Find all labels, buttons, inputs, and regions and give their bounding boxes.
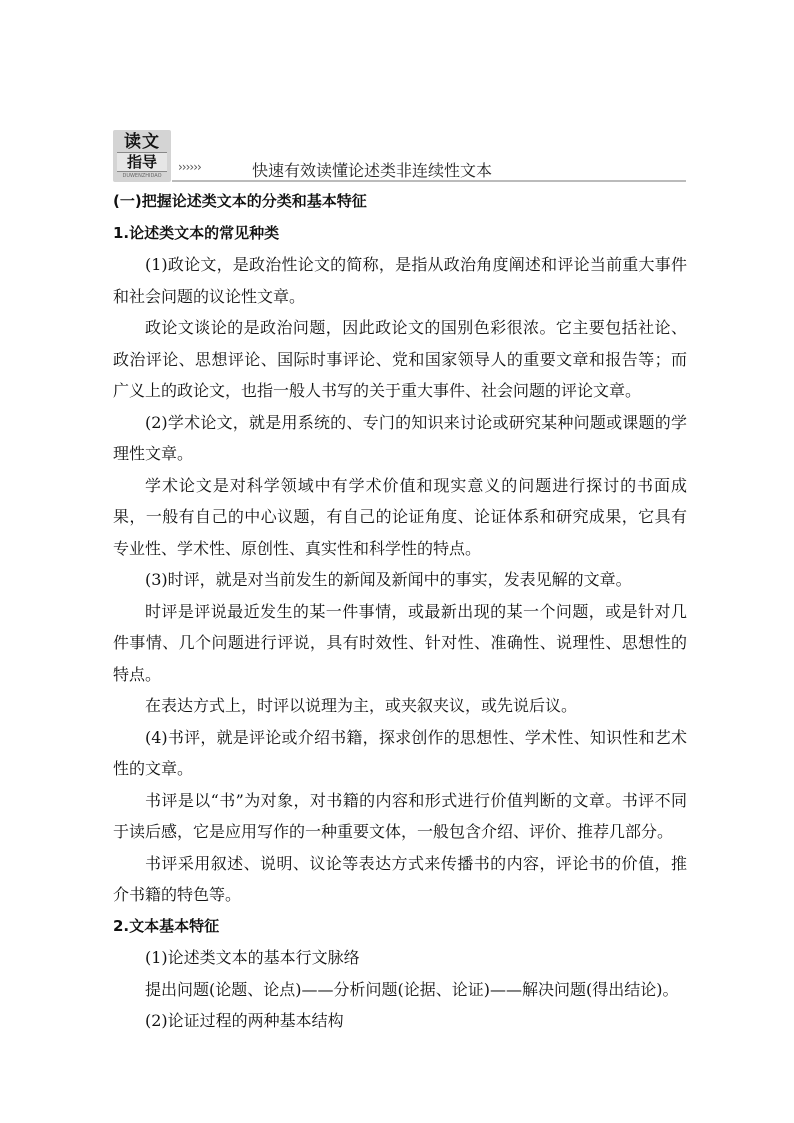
paragraph: (1)政论文，是政治性论文的简称，是指从政治角度阐述和评论当前重大事件和社会问题的议论性文章。: [113, 255, 687, 306]
paragraph: 书评是以“书”为对象，对书籍的内容和形式进行价值判断的文章。书评不同于读后感，它是应用写作的一种重要文体，一般包含介绍、评价、推荐几部分。: [113, 790, 687, 841]
paragraph: 政论文谈论的是政治问题，因此政论文的国别色彩很浓。它主要包括社论、政治评论、思想评论、国际时事评论、党和国家领导人的重要文章和报告等；而广义上的政论文，也指一般人书写的关于重大事件、社会问题的评论文章。: [113, 318, 687, 400]
header-title: 快速有效读懂论述类非连续性文本: [252, 161, 493, 180]
header-divider: [172, 180, 686, 182]
section-title: (一)把握论述类文本的分类和基本特征: [113, 192, 367, 210]
subsection-2-title: 2.文本基本特征: [113, 916, 220, 935]
paragraph: 时评是评说最近发生的某一件事情，或最新出现的某一个问题，或是针对几件事情、几个问题进行评说，具有时效性、针对性、准确性、说理性、思想性的特点。: [113, 601, 687, 684]
paragraph: 提出问题(论题、论点)——分析问题(论据、论证)——解决问题(得出结论)。: [145, 979, 679, 999]
paragraph: (2)学术论文，就是用系统的、专门的知识来讨论或研究某种问题或课题的学理性文章。: [113, 412, 687, 463]
paragraph: (3)时评，就是对当前发生的新闻及新闻中的事实，发表见解的文章。: [145, 570, 632, 589]
subsection-2-body: [113, 942, 687, 1037]
document-body: [113, 186, 687, 1037]
paragraph: (1)论述类文本的基本行文脉络: [145, 948, 360, 967]
paragraph: (2)论证过程的两种基本结构: [145, 1011, 344, 1030]
logo-line1: 读文: [124, 132, 160, 152]
logo-pinyin: DUWENZHIDAO: [122, 173, 162, 179]
paragraph: (4)书评，就是评论或介绍书籍，探求创作的思想性、学术性、知识性和艺术性的文章。: [113, 727, 687, 778]
subsection-1-title: 1.论述类文本的常见种类: [113, 223, 280, 242]
paragraph: 在表达方式上，时评以说理为主，或夹叙夹议，或先说后议。: [145, 696, 578, 715]
paragraph: 书评采用叙述、说明、议论等表达方式来传播书的内容，评论书的价值，推介书籍的特色等。: [113, 853, 687, 904]
paragraph: 学术论文是对科学领域中有学术价值和现实意义的问题进行探讨的书面成果，一般有自己的中心议题，有自己的论证角度、论证体系和研究成果，它具有专业性、学术性、原创性、真实性和科学性的特点。: [113, 475, 687, 558]
subsection-1-body: [113, 249, 687, 911]
reading-guide-logo: [113, 130, 171, 182]
arrows-decoration: ››››››: [178, 160, 201, 174]
logo-line2: 指导: [117, 152, 167, 172]
